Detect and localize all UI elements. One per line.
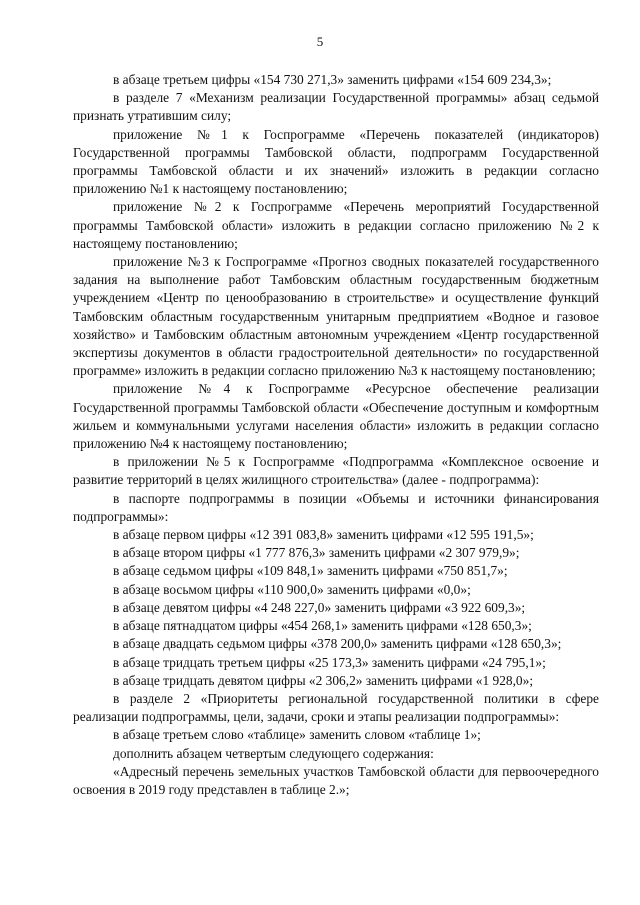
paragraph: в разделе 2 «Приоритеты региональной государственной политики в сфере реализации подпрограммы, цели, задачи, сроки и этапы реализации подпрограммы»: xyxy=(73,690,599,725)
paragraph: в абзаце двадцать седьмом цифры «378 200,0» заменить цифрами «128 650,3»; xyxy=(113,636,562,652)
paragraph: приложение №4 к Госпрограмме «Ресурсное обеспечение реализации Государственной программы Тамбовской области «Обеспечение доступным и комфортным жильем и коммунальными услугами населения области» изложить в редакции согласно приложению №4 к настоящему постановлению; xyxy=(73,381,599,452)
paragraph: приложение №3 к Госпрограмме «Прогноз сводных показателей государственного задания на выполнение работ Тамбовским областным государственным бюджетным учреждением «Центр по ценообразованию в строительстве» и осуществление функций Тамбовским областным государственным унитарным предприятием «Водное и газовое хозяйство» и Тамбовским областным автономным учреждением «Центр государственной экспертизы документов в области градостроительной деятельности» по государственной программе» изложить в редакции согласно приложению №3 к настоящему постановлению; xyxy=(73,254,599,379)
paragraph: в абзаце тридцать девятом цифры «2 306,2» заменить цифрами «1 928,0»; xyxy=(113,672,534,688)
document-body xyxy=(73,71,599,799)
paragraph: приложение №2 к Госпрограмме «Перечень мероприятий Государственной программы Тамбовской области» изложить в редакции согласно приложению №2 к настоящему постановлению; xyxy=(73,199,599,251)
paragraph: дополнить абзацем четвертым следующего содержания: xyxy=(113,745,434,761)
paragraph: в абзаце первом цифры «12 391 083,8» заменить цифрами «12 595 191,5»; xyxy=(113,527,534,543)
paragraph: в абзаце восьмом цифры «110 900,0» заменить цифрами «0,0»; xyxy=(113,581,471,597)
paragraph: в паспорте подпрограммы в позиции «Объемы и источники финансирования подпрограммы»: xyxy=(73,490,599,524)
paragraph: в абзаце пятнадцатом цифры «454 268,1» заменить цифрами «128 650,3»; xyxy=(113,618,532,634)
paragraph: в абзаце третьем цифры «154 730 271,3» заменить цифрами «154 609 234,3»; xyxy=(113,72,552,87)
paragraph: в абзаце тридцать третьем цифры «25 173,3» заменить цифрами «24 795,1»; xyxy=(113,654,546,670)
paragraph: в абзаце девятом цифры «4 248 227,0» заменить цифрами «3 922 609,3»; xyxy=(113,599,526,615)
paragraph: «Адресный перечень земельных участков Тамбовской области для первоочередного освоения в 2019 году представлен в таблице 2.»; xyxy=(73,763,599,797)
paragraph: в разделе 7 «Механизм реализации Государственной программы» абзац седьмой признать утратившим силу; xyxy=(73,90,599,124)
paragraph: в абзаце втором цифры «1 777 876,3» заменить цифрами «2 307 979,9»; xyxy=(113,545,520,561)
paragraph: в абзаце третьем слово «таблице» заменить словом «таблице 1»; xyxy=(113,727,481,743)
paragraph: в абзаце седьмом цифры «109 848,1» заменить цифрами «750 851,7»; xyxy=(113,563,508,579)
paragraph: приложение №1 к Госпрограмме «Перечень показателей (индикаторов) Государственной программы Тамбовской области, подпрограмм Государственной программы Тамбовской области и их значений» изложить в редакции согласно приложению №1 к настоящему постановлению; xyxy=(73,126,599,197)
page-number: 5 xyxy=(316,34,324,49)
paragraph: в приложении №5 к Госпрограмме «Подпрограмма «Комплексное освоение и развитие территорий в целях жилищного строительства» (далее - подпрограмма): xyxy=(73,454,599,488)
